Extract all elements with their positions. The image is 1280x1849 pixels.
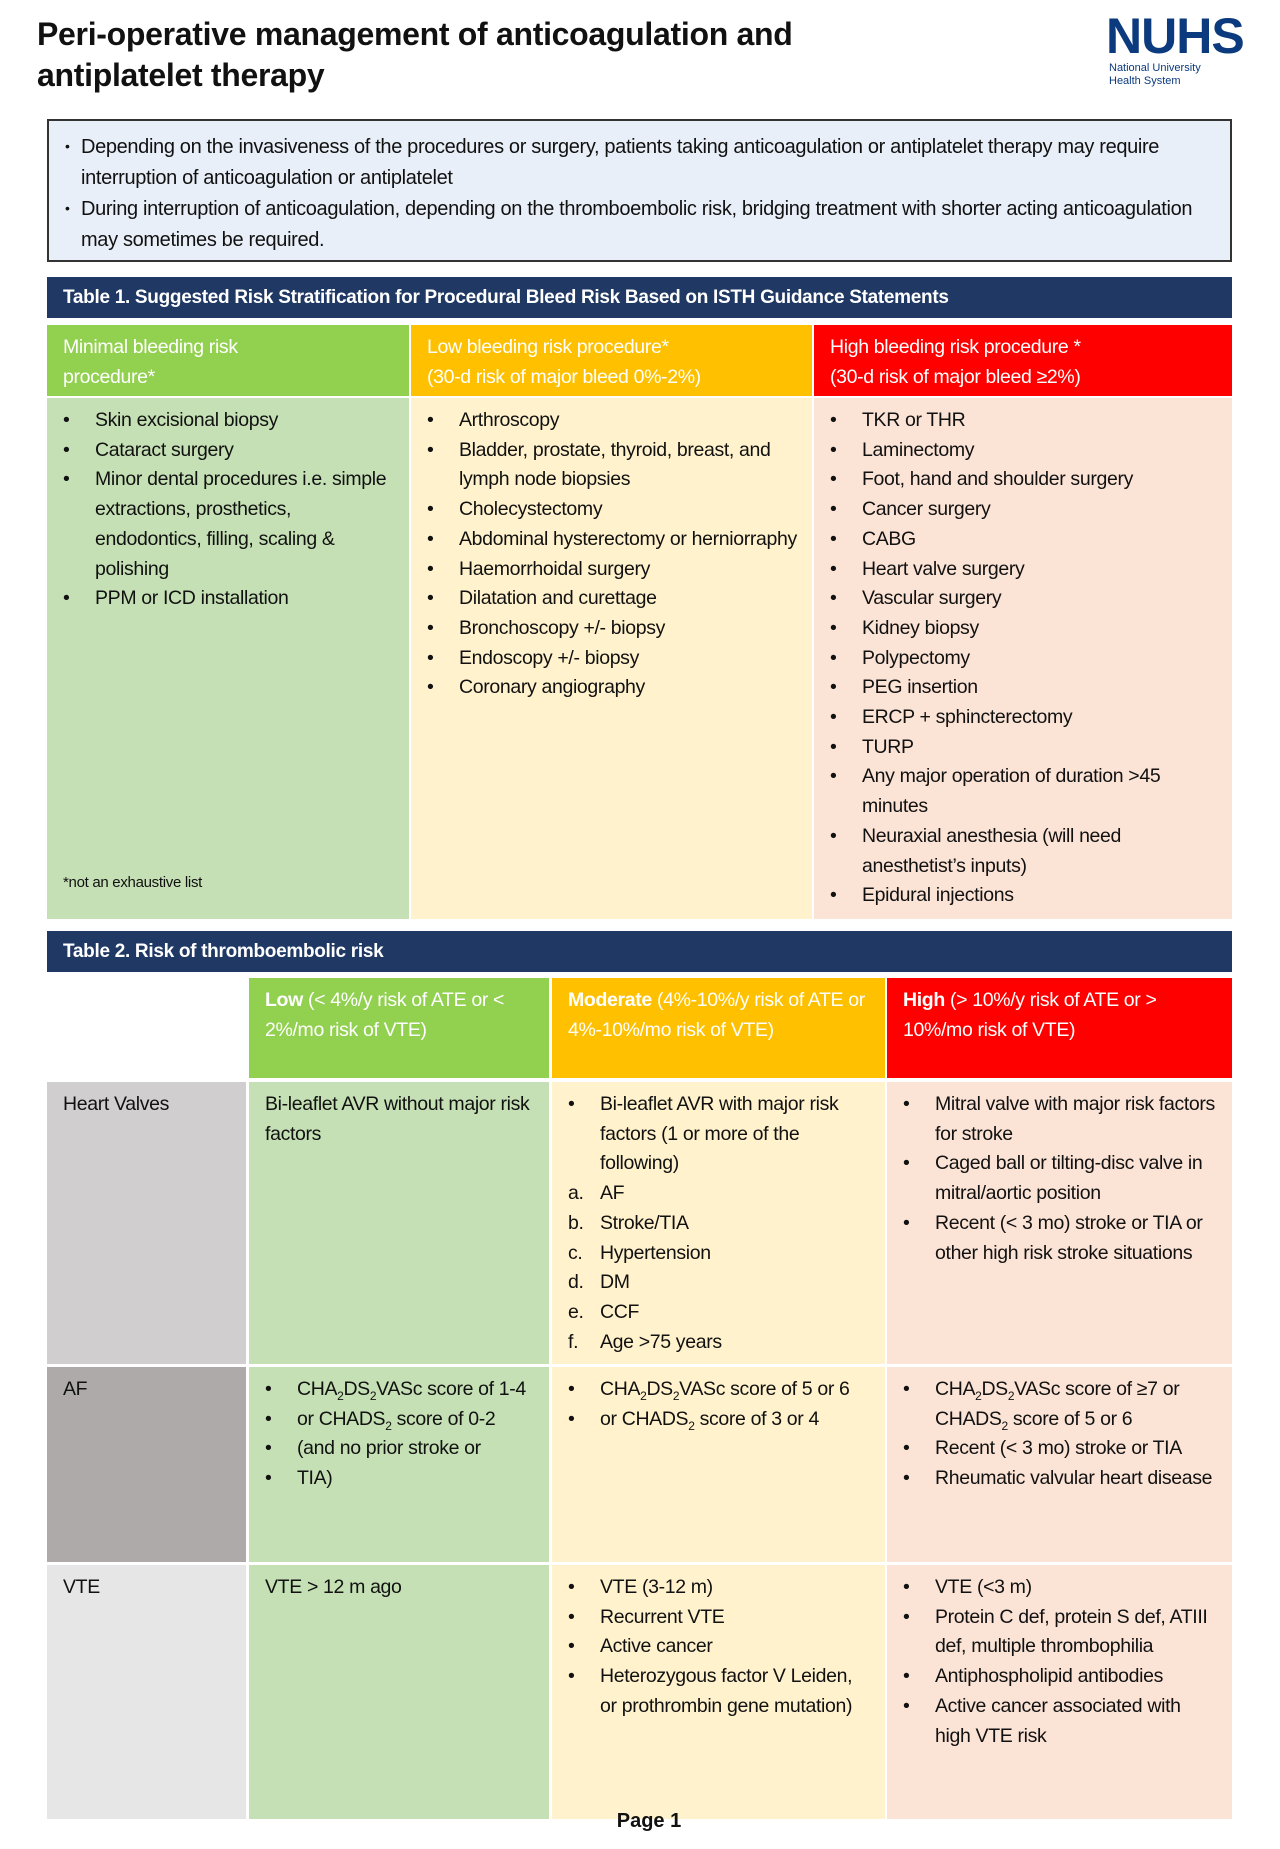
list-item — [568, 1298, 873, 1328]
list-item-text: (and no prior stroke or — [297, 1437, 481, 1460]
list-item-text: Skin excisional biopsy — [95, 409, 279, 431]
list-item — [63, 436, 397, 466]
list-item — [568, 1662, 873, 1721]
table1-minimal-list — [47, 398, 409, 919]
intro-bullet: • During interruption of anticoagulation, depending on the thromboembolic risk, bridging treatment with shorter acting anticoagulation may sometimes be required. — [65, 194, 1214, 256]
list-item — [427, 525, 800, 555]
list-item-text: PEG insertion — [862, 676, 978, 699]
bullet-marker: • — [427, 587, 434, 610]
list-item-text: CABG — [862, 527, 916, 550]
list-item-text: Abdominal hysterectomy or herniorraphy — [459, 527, 797, 550]
title-line: Peri-operative management of anticoagulation and — [37, 16, 793, 52]
text-segment: score of 5 or 6 — [1007, 1407, 1133, 1430]
list-item — [568, 1632, 873, 1662]
bullet-marker: • — [903, 1665, 910, 1688]
header-line: procedure* — [63, 365, 155, 388]
list-item — [830, 703, 1220, 733]
list-item-text: Any major operation of duration >45 minutes — [862, 765, 1161, 818]
list-item — [427, 495, 800, 525]
bullet-marker: • — [830, 409, 837, 431]
subscript: 2 — [640, 1388, 647, 1403]
row-label-af: AF — [47, 1367, 246, 1562]
bullet-marker: • — [568, 1576, 575, 1598]
table2-header-moderate — [552, 978, 885, 1078]
list-item-text: Neuraxial anesthesia (will need anesthetist’s inputs) — [862, 824, 1122, 877]
text-segment: or CHADS — [600, 1407, 689, 1430]
list-item — [830, 733, 1220, 763]
bullet-marker: • — [903, 1378, 910, 1400]
list-item — [568, 1179, 873, 1209]
bullet-marker: • — [903, 1467, 910, 1490]
vte-high — [887, 1565, 1232, 1819]
text-segment: VASc score of 1-4 — [376, 1378, 526, 1400]
list-item — [568, 1090, 873, 1179]
intro-text: During interruption of anticoagulation, depending on the thromboembolic risk, bridging treatment with shorter acting anticoagulation may sometimes be required. — [81, 198, 1193, 251]
list-item — [830, 584, 1220, 614]
bullet-marker: c. — [568, 1241, 583, 1264]
table1-low-list — [411, 398, 812, 919]
list-item-text: Polypectomy — [862, 646, 970, 669]
bullet-marker: • — [427, 527, 434, 550]
list-item — [830, 614, 1220, 644]
header-bold: High — [903, 989, 945, 1011]
vte-moderate — [552, 1565, 885, 1819]
subscript: 2 — [1007, 1388, 1015, 1403]
list-item-text: Age >75 years — [600, 1330, 722, 1353]
bullet-marker: • — [427, 438, 434, 461]
header-text: (4%-10%/y risk of ATE or 4%-10%/mo risk of VTE) — [568, 989, 865, 1041]
list-item — [63, 406, 397, 436]
bullet-marker: • — [830, 498, 837, 521]
list-item-text: TURP — [862, 735, 914, 758]
bullet-marker: • — [830, 557, 837, 580]
list-item — [568, 1239, 873, 1269]
list-item-text: Cholecystectomy — [459, 498, 603, 521]
bullet-marker: • — [830, 646, 837, 669]
list-item-text: ERCP + sphincterectomy — [862, 706, 1073, 729]
header-line: (30-d risk of major bleed 0%-2%) — [427, 365, 701, 388]
list-item-text: Active cancer associated with high VTE risk — [935, 1694, 1181, 1747]
subscript: 2 — [369, 1388, 377, 1403]
subscript: 2 — [672, 1388, 680, 1403]
bullet-marker: • — [903, 1576, 910, 1598]
list-item-text: Bladder, prostate, thyroid, breast, and lymph node biopsies — [459, 438, 771, 491]
bullet-marker: • — [265, 1407, 272, 1430]
bullet-marker: • — [427, 557, 434, 580]
table1-header-low — [411, 325, 812, 396]
list-item-text: Bronchoscopy +/- biopsy — [459, 616, 666, 639]
list-item — [903, 1434, 1220, 1464]
table2-title: Table 2. Risk of thromboembolic risk — [47, 931, 1232, 972]
logo-subtitle: Health System — [1109, 75, 1181, 87]
list-item — [830, 465, 1220, 495]
bullet-marker: • — [568, 1407, 575, 1430]
list-item-text: Rheumatic valvular heart disease — [935, 1467, 1213, 1490]
row-label-vte: VTE — [47, 1565, 246, 1819]
list-item — [265, 1434, 537, 1464]
table1-high-list — [814, 398, 1232, 919]
list-item — [903, 1464, 1220, 1494]
list-item-text — [297, 1405, 495, 1435]
table1-header-high — [814, 325, 1232, 396]
bullet-marker: d. — [568, 1271, 584, 1294]
row-label-heart-valves: Heart Valves — [47, 1082, 246, 1364]
subscript: 2 — [975, 1388, 982, 1403]
bullet-marker: b. — [568, 1211, 584, 1234]
bullet-marker: • — [830, 735, 837, 758]
page-title — [37, 14, 793, 96]
list-item — [903, 1692, 1220, 1751]
bullet-marker: • — [427, 676, 434, 699]
list-item — [830, 555, 1220, 585]
text-segment: DS — [981, 1378, 1008, 1400]
header-line: High bleeding risk procedure * — [830, 336, 1081, 358]
bullet-marker: a. — [568, 1182, 584, 1205]
list-item — [427, 614, 800, 644]
header-bold: Moderate — [568, 989, 652, 1011]
text-segment: CHA — [935, 1378, 976, 1400]
list-item — [903, 1209, 1220, 1268]
list-item-text: Laminectomy — [862, 438, 975, 461]
list-item-text: Bi-leaflet AVR with major risk factors (1 or more of the following) — [600, 1093, 839, 1175]
list-item — [830, 495, 1220, 525]
list-item-text — [600, 1405, 819, 1435]
bullet-marker: • — [830, 616, 837, 639]
bullet-marker: • — [265, 1437, 272, 1460]
header-text: (< 4%/y risk of ATE or < 2%/mo risk of VTE) — [265, 989, 505, 1041]
header-text: (> 10%/y risk of ATE or > 10%/mo risk of VTE) — [903, 989, 1157, 1041]
list-item — [265, 1405, 537, 1435]
list-item — [568, 1573, 873, 1603]
bullet-marker: • — [903, 1605, 910, 1628]
list-item-text: TKR or THR — [862, 409, 966, 431]
bullet-marker: • — [903, 1694, 910, 1717]
text-segment: score of 0-2 — [391, 1407, 496, 1430]
bullet-marker: e. — [568, 1300, 584, 1323]
list-item — [903, 1573, 1220, 1603]
list-item — [830, 436, 1220, 466]
list-item — [568, 1603, 873, 1633]
list-item-text: Hypertension — [600, 1241, 711, 1264]
list-item-text: Heterozygous factor V Leiden, or prothrombin gene mutation) — [600, 1665, 853, 1717]
bullet-marker: • — [427, 409, 434, 431]
list-item-text: Cancer surgery — [862, 498, 991, 521]
list-item-text: Dilatation and curettage — [459, 587, 657, 610]
list-item-text: Haemorrhoidal surgery — [459, 557, 650, 580]
list-item-text — [935, 1375, 1220, 1434]
list-item — [427, 436, 800, 495]
subscript: 2 — [385, 1418, 392, 1433]
text-segment: CHA — [600, 1378, 641, 1400]
af-high — [887, 1367, 1232, 1562]
list-item — [830, 525, 1220, 555]
list-item — [265, 1375, 537, 1405]
subscript: 2 — [688, 1418, 695, 1433]
title-line: antiplatelet therapy — [37, 57, 325, 93]
bullet-marker: • — [830, 824, 837, 847]
bullet-marker: • — [903, 1437, 910, 1460]
list-item-text: Cataract surgery — [95, 438, 234, 461]
bullet-marker: • — [427, 498, 434, 521]
nuhs-logo — [1106, 10, 1244, 88]
bullet-marker: • — [830, 438, 837, 461]
list-item — [830, 406, 1220, 436]
list-item — [568, 1328, 873, 1358]
text-segment: or CHADS — [297, 1407, 386, 1430]
header-line: Minimal bleeding risk — [63, 336, 238, 358]
list-item — [427, 644, 800, 674]
table2-header-high — [887, 978, 1232, 1078]
footnote: *not an exhaustive list — [63, 874, 203, 891]
list-item — [63, 465, 397, 584]
list-item — [903, 1603, 1220, 1662]
bullet-marker: • — [903, 1211, 910, 1234]
bullet-marker: • — [568, 1635, 575, 1658]
table1-title: Table 1. Suggested Risk Stratification for Procedural Bleed Risk Based on ISTH Guidance Statements — [47, 277, 1232, 318]
list-item-text: CCF — [600, 1300, 640, 1323]
list-item-text: PPM or ICD installation — [95, 587, 289, 610]
list-item-text: Kidney biopsy — [862, 616, 979, 639]
list-item — [903, 1149, 1220, 1208]
list-item-text: Heart valve surgery — [862, 557, 1025, 580]
list-item — [903, 1375, 1220, 1434]
text-segment: VASc score of ≥7 or CHADS — [935, 1378, 1180, 1430]
list-item-text: Antiphospholipid antibodies — [935, 1665, 1163, 1688]
list-item — [830, 762, 1220, 821]
list-item — [265, 1464, 537, 1494]
list-item-text: Arthroscopy — [459, 409, 560, 431]
list-item-text: Stroke/TIA — [600, 1211, 689, 1234]
bullet-marker: f. — [568, 1330, 579, 1353]
list-item — [830, 673, 1220, 703]
text-segment: DS — [646, 1378, 673, 1400]
page-number: Page 1 — [616, 1810, 682, 1832]
bullet-marker: • — [568, 1093, 575, 1115]
text-segment: score of 3 or 4 — [694, 1407, 820, 1430]
list-item-text: VTE (3-12 m) — [600, 1576, 713, 1598]
list-item — [63, 584, 397, 614]
list-item-text — [600, 1375, 850, 1405]
list-item-text: Caged ball or tilting-disc valve in mitral/aortic position — [935, 1152, 1203, 1205]
list-item-text: Epidural injections — [862, 884, 1014, 907]
bullet-marker: • — [903, 1152, 910, 1175]
header-line: (30-d risk of major bleed ≥2%) — [830, 365, 1081, 388]
bullet-marker: • — [568, 1378, 575, 1400]
list-item — [830, 644, 1220, 674]
text-segment: CHA — [297, 1378, 338, 1400]
subscript: 2 — [1001, 1418, 1008, 1433]
list-item-text: Vascular surgery — [862, 587, 1002, 610]
list-item-text — [297, 1375, 526, 1405]
bullet-marker: • — [63, 587, 70, 610]
text-segment: VASc score of 5 or 6 — [679, 1378, 850, 1400]
list-item — [568, 1268, 873, 1298]
list-item — [830, 822, 1220, 881]
list-item-text: DM — [600, 1271, 630, 1294]
list-item-text: AF — [600, 1182, 625, 1205]
intro-bullet: • Depending on the invasiveness of the procedures or surgery, patients taking anticoagulation or antiplatelet therapy may require interruption of anticoagulation or antiplatelet — [65, 132, 1214, 194]
list-item — [427, 673, 800, 703]
bullet-marker: • — [568, 1605, 575, 1628]
bullet-marker: • — [427, 646, 434, 669]
list-item — [903, 1090, 1220, 1149]
heart-valves-moderate — [552, 1082, 885, 1364]
heart-valves-high — [887, 1082, 1232, 1364]
list-item-text: Minor dental procedures i.e. simple extractions, prosthetics, endodontics, filling, scaling & polishing — [95, 468, 387, 580]
list-item — [427, 555, 800, 585]
table2-header-low — [249, 978, 549, 1078]
bullet-marker: • — [830, 468, 837, 491]
bullet-marker: • — [830, 706, 837, 729]
bullet-marker: • — [830, 765, 837, 788]
list-item — [830, 881, 1220, 911]
list-item — [427, 406, 800, 436]
bullet-marker: • — [830, 587, 837, 610]
bullet-marker: • — [427, 616, 434, 639]
list-item-text: Endoscopy +/- biopsy — [459, 646, 639, 669]
list-item-text: Recent (< 3 mo) stroke or TIA — [935, 1437, 1182, 1460]
list-item — [568, 1405, 873, 1435]
bullet-marker: • — [63, 468, 70, 491]
list-item-text: VTE (<3 m) — [935, 1576, 1032, 1598]
list-item-text: Coronary angiography — [459, 676, 645, 699]
logo-subtitle: National University — [1109, 62, 1201, 74]
list-item — [568, 1209, 873, 1239]
af-low — [249, 1367, 549, 1562]
heart-valves-low: Bi-leaflet AVR without major risk factors — [249, 1082, 549, 1364]
header-bold: Low — [265, 989, 303, 1011]
table1-header-minimal — [47, 325, 409, 396]
list-item-text: Protein C def, protein S def, ATIII def, multiple thrombophilia — [935, 1605, 1208, 1658]
text-segment: DS — [343, 1378, 370, 1400]
list-item — [568, 1375, 873, 1405]
bullet-marker: • — [265, 1467, 272, 1490]
list-item — [903, 1662, 1220, 1692]
bullet-marker: • — [830, 884, 837, 907]
list-item-text: Mitral valve with major risk factors for stroke — [935, 1093, 1215, 1145]
bullet-marker: • — [830, 527, 837, 550]
bullet-marker: • — [830, 676, 837, 699]
list-item-text: Recurrent VTE — [600, 1605, 725, 1628]
af-moderate — [552, 1367, 885, 1562]
list-item-text: Recent (< 3 mo) stroke or TIA or other high risk stroke situations — [935, 1211, 1203, 1264]
vte-low: VTE > 12 m ago — [249, 1565, 549, 1819]
list-item-text: TIA) — [297, 1467, 333, 1490]
intro-box — [47, 119, 1232, 262]
bullet-marker: • — [63, 438, 70, 461]
intro-text: Depending on the invasiveness of the procedures or surgery, patients taking anticoagulation or antiplatelet therapy may require interruption of anticoagulation or antiplatelet — [81, 136, 1160, 189]
header-line: Low bleeding risk procedure* — [427, 336, 669, 358]
bullet-marker: • — [903, 1093, 910, 1115]
logo-text: NUHS — [1106, 8, 1244, 64]
bullet-marker: • — [265, 1378, 272, 1400]
list-item — [427, 584, 800, 614]
bullet-marker: • — [568, 1665, 575, 1688]
list-item-text: Foot, hand and shoulder surgery — [862, 468, 1133, 491]
subscript: 2 — [337, 1388, 344, 1403]
list-item-text: Active cancer — [600, 1635, 713, 1658]
bullet-marker: • — [63, 409, 70, 431]
